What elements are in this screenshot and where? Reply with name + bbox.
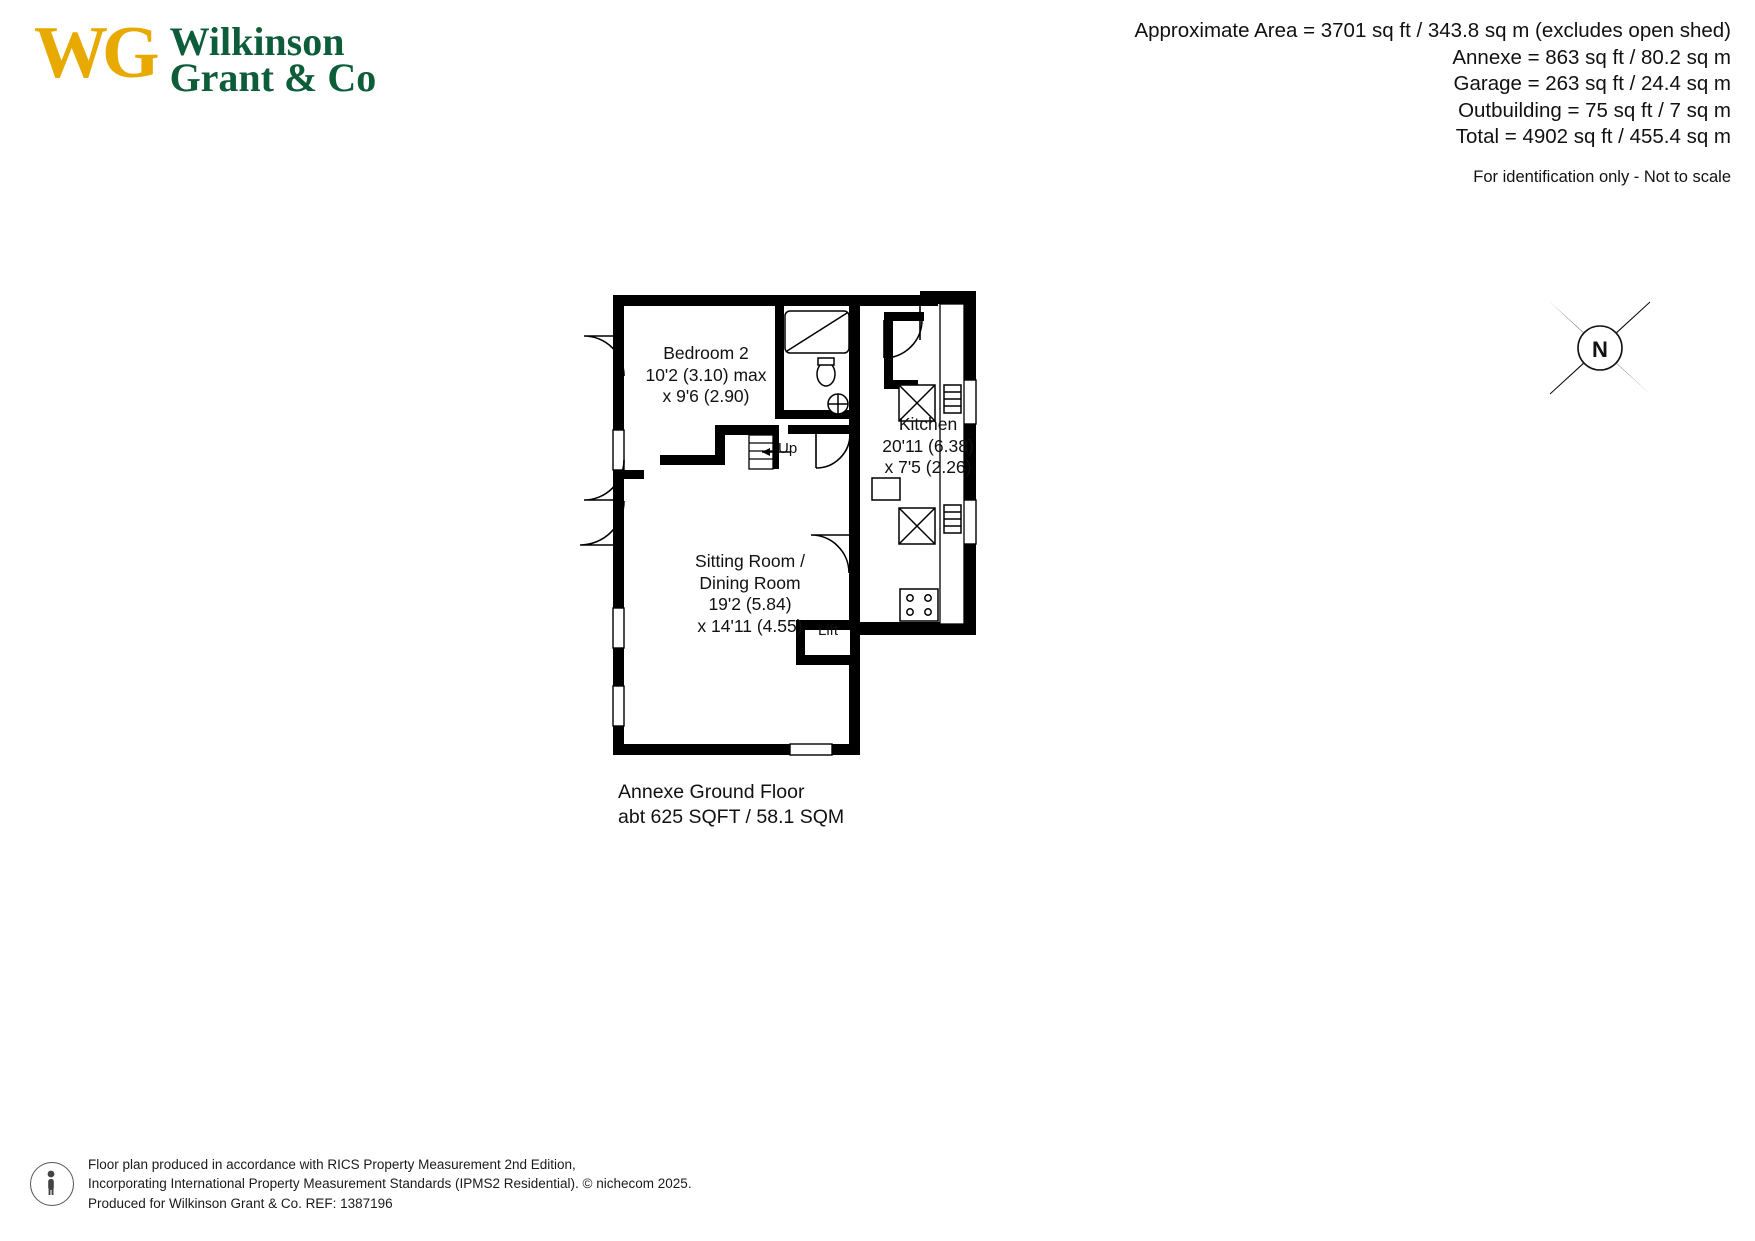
- room-name: Bedroom 2: [663, 343, 749, 363]
- room-dimension-1: 10'2 (3.10) max: [645, 364, 767, 385]
- footer-line-3: Produced for Wilkinson Grant & Co. REF: 1387196: [88, 1195, 393, 1211]
- room-name-line2: Dining Room: [699, 572, 801, 593]
- room-label-bedroom-2: [596, 343, 816, 408]
- lift-label: Lift: [817, 622, 838, 639]
- garage-area-text: Garage = 263 sq ft / 24.4 sq m: [1453, 72, 1731, 95]
- room-dimension-2: x 9'6 (2.90): [662, 386, 750, 406]
- logo-monogram: WG: [34, 12, 154, 94]
- footer-line-1: Floor plan produced in accordance with RICS Property Measurement 2nd Edition,: [88, 1156, 576, 1172]
- footer-text: [88, 1155, 692, 1214]
- logo-wordmark-line2: Grant & Co: [169, 55, 377, 100]
- scale-disclaimer: For identification only - Not to scale: [1473, 167, 1731, 186]
- room-dimension-1: 20'11 (6.38): [882, 435, 974, 456]
- floor-area: abt 625 SQFT / 58.1 SQM: [618, 806, 845, 828]
- outbuilding-area-text: Outbuilding = 75 sq ft / 7 sq m: [1458, 98, 1731, 122]
- floor-title: Annexe Ground Floor: [618, 781, 805, 803]
- annexe-area-text: Annexe = 863 sq ft / 80.2 sq m: [1452, 45, 1731, 69]
- person-glyph: [31, 1163, 71, 1203]
- footer-disclaimer: [30, 1155, 692, 1214]
- total-area-text: Total = 4902 sq ft / 455.4 sq m: [1455, 125, 1731, 148]
- footer-line-2: [88, 1174, 692, 1194]
- approximate-area-text: Approximate Area = 3701 sq ft / 343.8 sq m (excludes open shed): [1134, 19, 1731, 42]
- footer-line-2-main: Incorporating International Property Measurement Standards (IPMS2 Residential).: [88, 1176, 579, 1191]
- room-dimension-2: x 14'11 (4.55): [697, 615, 803, 636]
- room-label-kitchen: [828, 414, 1028, 479]
- footer-year: 2025.: [657, 1176, 692, 1191]
- nichecom-brand: nichecom: [596, 1176, 655, 1191]
- copyright-symbol: ©: [582, 1176, 593, 1191]
- room-name: Sitting Room /: [695, 551, 805, 571]
- floor-caption: [618, 780, 844, 830]
- room-dimension-2: x 7'5 (2.26): [884, 457, 972, 477]
- compass-north-label: N: [1592, 337, 1608, 362]
- room-dimension-1: 19'2 (5.84): [708, 594, 792, 614]
- room-name: Kitchen: [898, 414, 958, 434]
- person-icon: [30, 1162, 74, 1206]
- logo-wordmark-line1: Wilkinson: [169, 19, 345, 64]
- stairs-up-label: Up: [778, 440, 798, 457]
